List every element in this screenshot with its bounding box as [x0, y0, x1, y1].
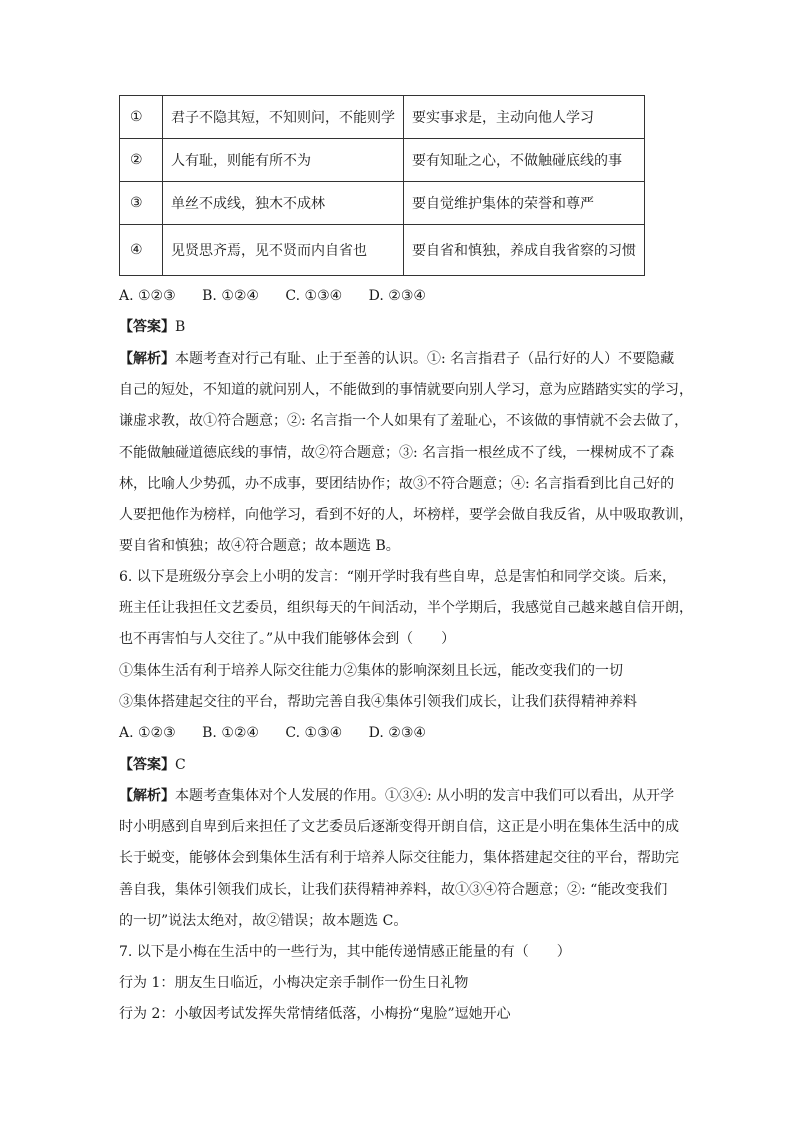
q5-analysis-line: 自己的短处，不知道的就问别人，不能做到的事情就要向别人学习，意为应踏踏实实的学习，: [119, 382, 693, 398]
q5-analysis-line: 人要把他作为榜样，向他学习，看到不好的人，坏榜样，要学会做自我反省，从中吸取教训，: [119, 507, 693, 523]
option-d: D. ②③④: [368, 725, 426, 741]
proverb-cell: 君子不隐其短，不知则问，不能则学: [163, 96, 404, 139]
option-c: C. ①③④: [285, 725, 343, 741]
q5-analysis-line: 谦虚求教，故①符合题意；②: 名言指一个人如果有了羞耻心，不该做的事情就不会去做了，: [119, 413, 689, 429]
row-number: ①: [120, 96, 163, 139]
proverb-cell: 人有耻，则能有所不为: [163, 139, 404, 182]
option-b: B. ①②④: [202, 725, 259, 741]
q5-analysis-line: 林，比喻人少势孤，办不成事，要团结协作；故③不符合题意；④: 名言指看到比自己好的: [119, 476, 675, 492]
q6-analysis-line: 长于蜕变，能够体会到集体生活有利于培养人际交往能力，集体搭建起交往的平台，帮助完: [119, 850, 679, 866]
q7-stem: 7. 以下是小梅在生活中的一些行为，其中能传递情感正能量的有（ ）: [119, 944, 571, 960]
q7-behavior: 行为 1：朋友生日临近，小梅决定亲手制作一份生日礼物: [119, 975, 469, 991]
option-b: B. ①②④: [202, 288, 259, 304]
row-number: ④: [120, 225, 163, 276]
q6-statement: ①集体生活有利于培养人际交往能力②集体的影响深刻且长远，能改变我们的一切: [119, 663, 623, 679]
q6-analysis-line: 善自我，集体引领我们成长，让我们获得精神养料，故①③④符合题意；②: “能改变我们: [119, 882, 668, 898]
option-c: C. ①③④: [285, 288, 343, 304]
option-d: D. ②③④: [368, 288, 426, 304]
answer-value: C: [175, 757, 186, 773]
q5-options: [119, 286, 448, 306]
table-row: [120, 139, 645, 182]
q6-statement: ③集体搭建起交往的平台，帮助完善自我④集体引领我们成长，让我们获得精神养料: [119, 694, 637, 710]
meaning-cell: 要实事求是，主动向他人学习: [404, 96, 645, 139]
meaning-cell: 要自省和慎独，养成自我省察的习惯: [404, 225, 645, 276]
answer-value: B: [175, 319, 186, 335]
q5-answer: [119, 317, 185, 337]
proverb-table: [119, 95, 645, 276]
row-number: ②: [120, 139, 163, 182]
answer-label: 【答案】: [119, 757, 175, 773]
q5-analysis-line: 不能做触碰道德底线的事情，故②符合题意；③: 名言指一根丝成不了线，一棵树成不了森: [119, 445, 675, 461]
table-row: [120, 96, 645, 139]
option-a: A. ①②③: [119, 725, 176, 741]
analysis-label: 【解析】: [119, 788, 175, 804]
analysis-label: 【解析】: [119, 351, 175, 367]
q5-analysis-line: 【解析】本题考查对行己有耻、止于至善的认识。①: 名言指君子（品行好的人）不要隐藏: [119, 351, 675, 367]
q6-stem-line: 也不再害怕与人交往了。”从中我们能够体会到（ ）: [119, 631, 456, 647]
answer-label: 【答案】: [119, 319, 175, 335]
q6-analysis-line: 时小明感到自卑到后来担任了文艺委员后逐渐变得开朗自信，这正是小明在集体生活中的成: [119, 819, 679, 835]
table-row: [120, 182, 645, 225]
q6-options: [119, 723, 448, 743]
proverb-cell: 见贤思齐焉，见不贤而内自省也: [163, 225, 404, 276]
q6-stem-line: 班主任让我担任文艺委员，组织每天的午间活动，半个学期后，我感觉自己越来越自信开朗，: [119, 600, 693, 616]
option-a: A. ①②③: [119, 288, 176, 304]
q6-stem-line: 6. 以下是班级分享会上小明的发言：“刚开学时我有些自卑，总是害怕和同学交谈。后来，: [119, 569, 676, 585]
table-row: [120, 225, 645, 276]
meaning-cell: 要自觉维护集体的荣誉和尊严: [404, 182, 645, 225]
q6-answer: [119, 755, 186, 775]
q7-behavior: 行为 2：小敏因考试发挥失常情绪低落，小梅扮“鬼脸”逗她开心: [119, 1006, 511, 1022]
q6-analysis-line: 【解析】本题考查集体对个人发展的作用。①③④: 从小明的发言中我们可以看出，从开学: [119, 788, 675, 804]
row-number: ③: [120, 182, 163, 225]
meaning-cell: 要有知耻之心，不做触碰底线的事: [404, 139, 645, 182]
proverb-cell: 单丝不成线，独木不成林: [163, 182, 404, 225]
q5-analysis-line: 要自省和慎独；故④符合题意；故本题选 B。: [119, 538, 400, 554]
q6-analysis-line: 的一切”说法太绝对，故②错误；故本题选 C。: [119, 913, 408, 929]
